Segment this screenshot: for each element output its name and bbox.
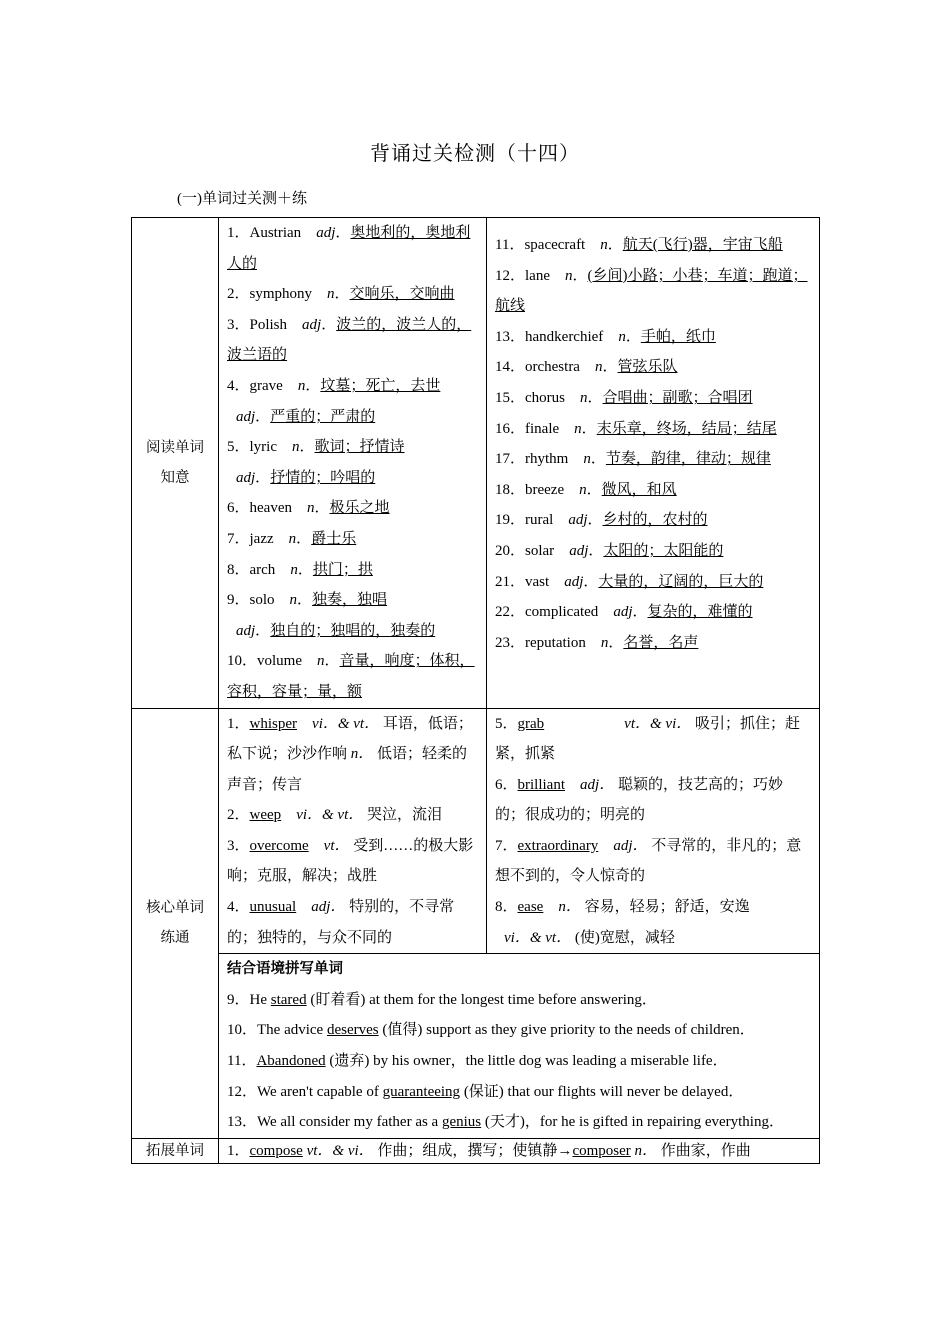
reading-item: 3．Polish adj．波兰的，波兰人的，波兰语的 [227, 316, 472, 364]
core-left-cell [219, 708, 487, 954]
word-table [131, 217, 820, 1164]
reading-item-extra: adj．独自的；独唱的，独奏的 [236, 622, 436, 639]
core-category: 核心单词练通 [132, 708, 219, 1138]
expand-item: 1．compose vt．& vi． 作曲；组成，撰写；使镇静→composer n． 作曲家，作曲 [227, 1142, 751, 1159]
spelling-row [132, 954, 820, 1139]
reading-item: 20．solar adj．太阳的；太阳能的 [495, 542, 724, 559]
core-item: 5．grab vt．& vi． 吸引；抓住；赶紧，抓紧 [495, 715, 801, 763]
spelling-item: 11．Abandoned (遗弃) by his owner，the little dog was leading a miserable life． [227, 1053, 728, 1070]
reading-category: 阅读单词知意 [132, 218, 219, 709]
core-item: 6．brilliant adj． 聪颖的，技艺高的；巧妙的；很成功的；明亮的 [495, 776, 783, 824]
page-title: 背诵过关检测（十四） [370, 141, 580, 165]
reading-item: 18．breeze n．微风，和风 [495, 481, 677, 498]
core-item: 8．ease n． 容易，轻易；舒适，安逸 [495, 899, 750, 916]
reading-item: 9．solo n．独奏，独唱 [227, 592, 388, 609]
spelling-item: 12．We aren't capable of guaranteeing (保证) that our flights will never be delayed． [227, 1083, 744, 1100]
reading-item: 6．heaven n．极乐之地 [227, 500, 390, 517]
reading-item-extra: adj．抒情的；吟唱的 [236, 469, 376, 486]
reading-item: 19．rural adj．乡村的，农村的 [495, 512, 708, 529]
reading-item: 14．orchestra n．管弦乐队 [495, 359, 678, 376]
core-item: 7．extraordinary adj． 不寻常的，非凡的；意想不到的，令人惊奇的 [495, 837, 802, 885]
spelling-item: 13．We all consider my father as a genius (天才)，for he is gifted in repairing everything． [227, 1114, 784, 1131]
core-item-extra: vi．& vt． (使)宽慰，减轻 [504, 929, 675, 946]
core-item: 3．overcome vt． 受到……的极大影响；克服，解决；战胜 [227, 837, 474, 885]
expand-category: 拓展单词 [132, 1138, 219, 1163]
core-item: 4．unusual adj． 特别的，不寻常的；独特的，与众不同的 [227, 899, 455, 946]
reading-item: 4．grave n．坟墓；死亡，去世 [227, 377, 441, 394]
reading-item: 17．rhythm n．节奏，韵律，律动；规律 [495, 451, 771, 468]
reading-item: 8．arch n．拱门；拱 [227, 561, 373, 578]
core-right-cell [487, 708, 820, 954]
reading-item: 13．handkerchief n．手帕，纸巾 [495, 328, 716, 345]
reading-item: 1．Austrian adj．奥地利的，奥地利人的 [227, 225, 471, 272]
core-row [132, 708, 820, 954]
spelling-item: 10．The advice deserves (值得) support as they give priority to the needs of children． [227, 1022, 755, 1039]
expand-row [132, 1138, 820, 1163]
reading-item: 23．reputation n．名誉，名声 [495, 634, 699, 651]
reading-item: 5．lyric n．歌词；抒情诗 [227, 439, 405, 456]
section-title: (一)单词过关测＋练 [177, 191, 307, 207]
reading-item: 2．symphony n．交响乐，交响曲 [227, 286, 455, 303]
reading-item: 21．vast adj．大量的，辽阔的，巨大的 [495, 573, 764, 590]
reading-item: 10．volume n．音量，响度；体积，容积，容量；量，额 [227, 653, 475, 700]
spelling-heading: 结合语境拼写单词 [227, 961, 343, 978]
reading-item: 16．finale n．末乐章，终场，结局；结尾 [495, 420, 777, 437]
reading-left-cell [219, 218, 487, 709]
reading-item: 15．chorus n．合唱曲；副歌；合唱团 [495, 389, 753, 406]
core-item: 1．whisper vi．& vt． 耳语，低语；私下说；沙沙作响 n． 低语；轻柔的声音；传言 [227, 715, 473, 793]
spelling-item: 9．He stared (盯着看) at them for the longest time before answering． [227, 991, 657, 1008]
core-item: 2．weep vi．& vt． 哭泣，流泪 [227, 807, 443, 824]
reading-item: 11．spacecraft n．航天(飞行)器，宇宙飞船 [495, 237, 783, 253]
reading-item: 12．lane n．(乡间)小路；小巷；车道；跑道；航线 [495, 267, 808, 315]
reading-item: 7．jazz n．爵士乐 [227, 530, 357, 547]
expand-cell [219, 1138, 820, 1163]
reading-right-cell [487, 218, 820, 709]
reading-item-extra: adj．严重的；严肃的 [236, 408, 376, 425]
reading-row [132, 218, 820, 709]
reading-item: 22．complicated adj．复杂的，难懂的 [495, 604, 753, 621]
spelling-cell [219, 954, 820, 1139]
